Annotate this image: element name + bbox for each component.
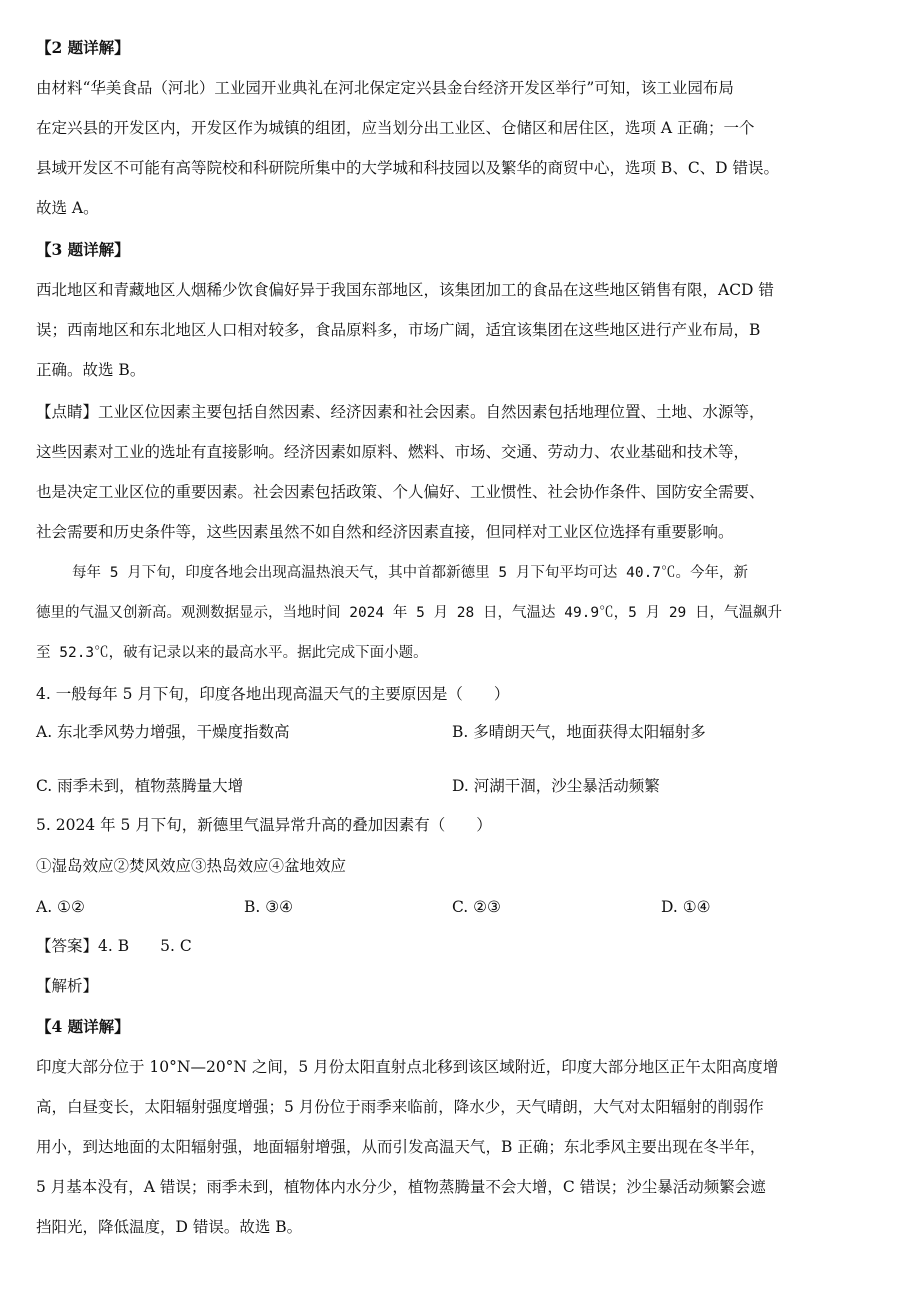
pointing-line: 也是决定工业区位的重要因素。社会因素包括政策、个人偏好、工业惯性、社会协作条件、国防安全需要、 [36,483,765,501]
q2-detail-line: 在定兴县的开发区内，开发区作为城镇的组团，应当划分出工业区、仓储区和居住区，选项 A 正确；一个 [36,119,755,137]
q5-items: ①湿岛效应②焚风效应③热岛效应④盆地效应 [36,857,347,875]
q3-detail-heading: 【3 题详解】 [36,240,130,259]
q3-detail-line: 误；西南地区和东北地区人口相对较多，食品原料多，市场广阔，适宜该集团在这些地区进行产业布局，B [36,321,761,339]
q4-option-a: A. 东北季风势力增强，干燥度指数高 [36,723,290,741]
q4-detail-line: 5 月基本没有，A 错误；雨季未到，植物体内水分少，植物蒸腾量不会大增，C 错误；沙尘暴活动频繁会遮 [36,1178,766,1196]
analysis-label: 【解析】 [36,977,99,995]
pointing-line: 这些因素对工业的选址有直接影响。经济因素如原料、燃料、市场、交通、劳动力、农业基础和技术等， [36,443,750,461]
q4-stem: 4. 一般每年 5 月下旬，印度各地出现高温天气的主要原因是（ ） [36,685,510,703]
q3-detail-line: 西北地区和青藏地区人烟稀少饮食偏好异于我国东部地区，该集团加工的食品在这些地区销售有限，ACD 错 [36,281,774,299]
q5-option-d: D. ①④ [661,898,711,916]
q5-option-b: B. ③④ [244,898,294,916]
q4-detail-line: 高，白昼变长，太阳辐射强度增强；5 月份位于雨季来临前，降水少，天气晴朗，大气对太阳辐射的削弱作 [36,1098,764,1116]
q2-detail-line: 故选 A。 [36,199,99,217]
q2-detail-line: 县域开发区不可能有高等院校和科研院所集中的大学城和科技园以及繁华的商贸中心，选项 B、C、D 错误。 [36,159,780,177]
passage-line: 每年 5 月下旬，印度各地会出现高温热浪天气，其中首都新德里 5 月下旬平均可达 40.7℃。今年，新 [72,565,749,581]
q5-option-c: C. ②③ [452,898,501,916]
q2-detail-line: 由材料“华美食品（河北）工业园开业典礼在河北保定定兴县金台经济开发区举行”可知，该工业园布局 [36,79,734,97]
pointing-line: 社会需要和历史条件等，这些因素虽然不如自然和经济因素直接，但同样对工业区位选择有重要影响。 [36,523,734,541]
pointing-line: 【点睛】工业区位因素主要包括自然因素、经济因素和社会因素。自然因素包括地理位置、土地、水源等， [36,403,765,421]
passage-line: 至 52.3℃，破有记录以来的最高水平。据此完成下面小题。 [36,645,428,661]
q3-detail-line: 正确。故选 B。 [36,361,146,379]
q4-detail-line: 用小，到达地面的太阳辐射强，地面辐射增强，从而引发高温天气，B 正确；东北季风主要出现在冬半年， [36,1138,766,1156]
q4-option-c: C. 雨季未到，植物蒸腾量大增 [36,777,244,795]
q4-detail-line: 印度大部分位于 10°N—20°N 之间，5 月份太阳直射点北移到该区域附近，印度大部分地区正午太阳高度增 [36,1058,779,1076]
q2-detail-heading: 【2 题详解】 [36,38,130,57]
q5-option-a: A. ①② [36,898,85,916]
q4-detail-heading: 【4 题详解】 [36,1017,130,1036]
passage-line: 德里的气温又创新高。观测数据显示，当地时间 2024 年 5 月 28 日，气温达 49.9℃，5 月 29 日，气温飙升 [36,605,783,621]
q4-option-d: D. 河湖干涸，沙尘暴活动频繁 [452,777,660,795]
q5-stem: 5. 2024 年 5 月下旬，新德里气温异常升高的叠加因素有（ ） [36,816,492,834]
q4-detail-line: 挡阳光，降低温度，D 错误。故选 B。 [36,1218,303,1236]
answer-line: 【答案】4. B 5. C [36,937,192,955]
q4-option-b: B. 多晴朗天气，地面获得太阳辐射多 [452,723,706,741]
